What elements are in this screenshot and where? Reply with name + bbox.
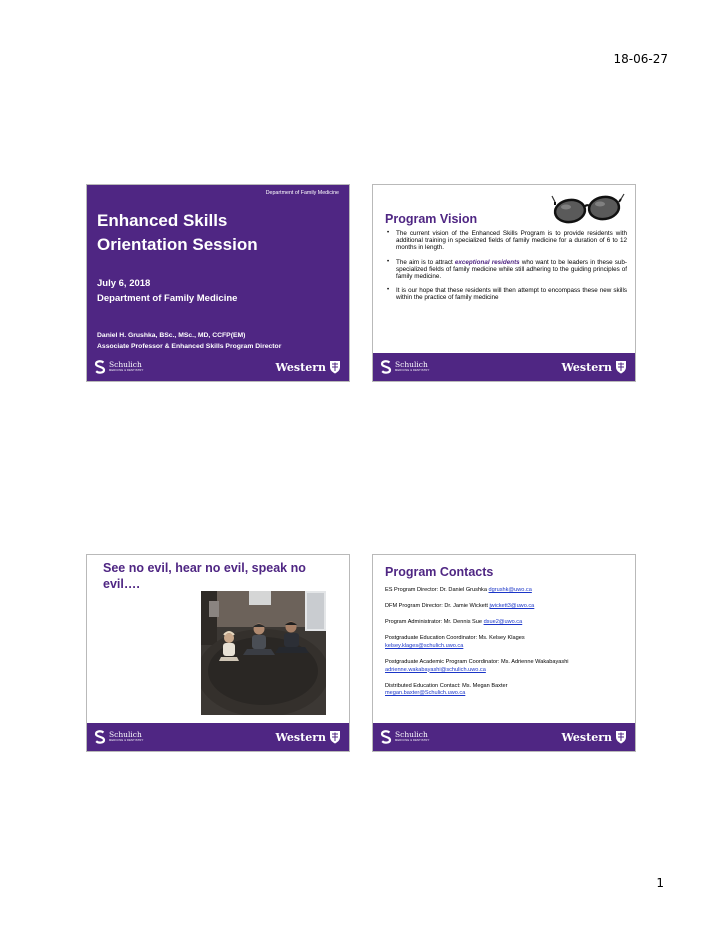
schulich-logo (94, 729, 144, 745)
western-name: Western (561, 730, 612, 744)
western-logo (561, 359, 627, 375)
page-number: 1 (656, 876, 664, 890)
vision-bullet: • The current vision of the Enhanced Skills Program is to provide residents with additional training in specialized fields of family medicine for a duration of 6 to 12 months in length. (387, 230, 627, 252)
presenter-role: Associate Professor & Enhanced Skills Program Director (97, 343, 282, 350)
emphasis-text: exceptional residents (454, 258, 520, 266)
slide-footer (373, 723, 635, 751)
slide-program-contacts (372, 554, 636, 752)
title-line-2: Orientation Session (97, 235, 258, 254)
western-name: Western (275, 360, 326, 374)
slide-header-department: Department of Family Medicine (265, 190, 339, 196)
slide-heading: See no evil, hear no evil, speak no evil…. (103, 561, 306, 591)
schulich-logo (380, 729, 430, 745)
page-date: 18-06-27 (613, 52, 668, 66)
contact-item: Postgraduate Education Coordinator: Ms. Kelsey Klages kelsey.klages@schulich.uwo.ca (385, 635, 525, 649)
western-crest-icon (329, 360, 341, 374)
western-name: Western (275, 730, 326, 744)
schulich-subtitle: MEDICINE & DENTISTRY (395, 738, 430, 742)
western-crest-icon (615, 360, 627, 374)
western-crest-icon (615, 730, 627, 744)
schulich-name: Schulich (395, 360, 428, 370)
slide-see-no-evil (86, 554, 350, 752)
contact-email-link[interactable]: dsue2@uwo.ca (483, 619, 523, 626)
schulich-subtitle: MEDICINE & DENTISTRY (109, 368, 144, 372)
contact-item: Distributed Education Contact: Ms. Megan Baxter megan.baxter@Schulich.uwo.ca (385, 682, 508, 697)
schulich-s-icon (94, 360, 106, 374)
title-line-1: Enhanced Skills (97, 211, 228, 230)
eyeglasses-icon (551, 193, 625, 227)
slide-footer (87, 723, 349, 751)
contact-item: DFM Program Director: Dr. Jamie Wickett jwickett3@uwo.ca (385, 603, 535, 610)
contact-item: Program Administrator: Mr. Dennis Sue dsue2@uwo.ca (385, 619, 523, 626)
schulich-s-icon (380, 730, 392, 744)
contact-list (385, 587, 633, 706)
session-date: July 6, 2018 (97, 278, 151, 289)
schulich-subtitle: MEDICINE & DENTISTRY (109, 738, 144, 742)
children-photo (201, 591, 326, 715)
contact-item: ES Program Director: Dr. Daniel Grushka dgrushk@uwo.ca (385, 587, 532, 593)
western-logo (275, 359, 341, 375)
slide-footer (373, 353, 635, 381)
schulich-logo (94, 359, 144, 375)
schulich-s-icon (380, 360, 392, 374)
department-name: Department of Family Medicine (97, 293, 238, 304)
western-logo (561, 729, 627, 745)
schulich-subtitle: MEDICINE & DENTISTRY (395, 368, 430, 372)
contact-email-link[interactable]: jwickett3@uwo.ca (489, 603, 535, 610)
slide-heading: Program Contacts (385, 565, 494, 579)
vision-bullet: • It is our hope that these residents will then attempt to encompass these new skills within the practice of family medicine (387, 287, 627, 302)
schulich-name: Schulich (109, 730, 142, 740)
slide-heading: Program Vision (385, 212, 478, 226)
contact-item: Postgraduate Academic Program Coordinator: Ms. Adrienne Wakabayashi adrienne.wakabayashi@schulich.uwo.ca (385, 658, 569, 673)
presenter-name: Daniel H. Grushka, BSc., MSc., MD, CCFP(EM) (97, 332, 246, 339)
schulich-logo (380, 359, 430, 375)
western-logo (275, 729, 341, 745)
contact-email-link[interactable]: adrienne.wakabayashi@schulich.uwo.ca (385, 666, 486, 673)
slide-title (86, 184, 350, 382)
western-crest-icon (329, 730, 341, 744)
slide-footer (87, 353, 349, 381)
vision-bullet: • The aim is to attract exceptional residents who want to be leaders in these sub-specialized fields of family medicine while still adhering to the guiding principles of family medicine. (387, 258, 628, 281)
contact-email-link[interactable]: megan.baxter@Schulich.uwo.ca (385, 690, 466, 697)
contact-email-link[interactable]: dgrushk@uwo.ca (488, 587, 532, 593)
contact-email-link[interactable]: kelsey.klages@schulich.uwo.ca (385, 642, 464, 649)
slide-program-vision (372, 184, 636, 382)
vision-bullet-list (387, 230, 627, 309)
schulich-name: Schulich (109, 360, 142, 370)
slide-title-heading (97, 209, 347, 257)
western-name: Western (561, 360, 612, 374)
schulich-name: Schulich (395, 730, 428, 740)
schulich-s-icon (94, 730, 106, 744)
